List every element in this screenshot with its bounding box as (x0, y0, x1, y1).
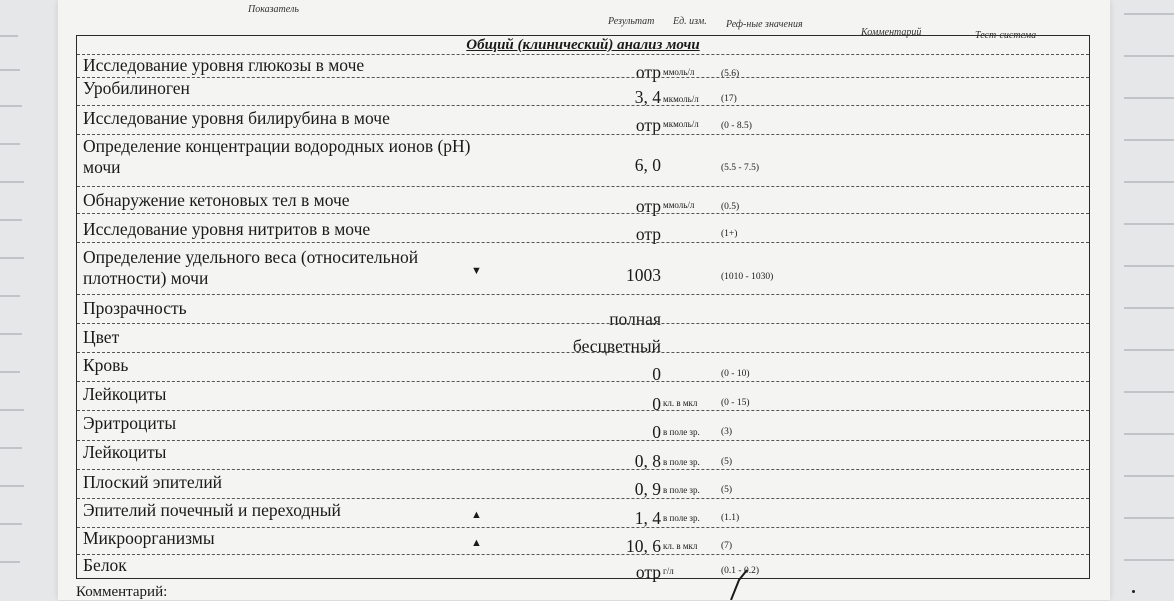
row-unit: в поле зр. (663, 427, 700, 437)
table-row (77, 554, 1089, 582)
row-value: отр (635, 62, 661, 82)
high-flag-icon: ▲ (471, 509, 482, 521)
row-unit: г/л (663, 566, 674, 576)
row-name: Лейкоциты (83, 384, 167, 404)
header-comment: Комментарий (861, 27, 922, 38)
table-row (77, 54, 1089, 82)
table-row (77, 527, 1089, 555)
header-result: Результат (608, 16, 655, 27)
row-name: Эпителий почечный и переходный (83, 500, 341, 520)
table-row (77, 498, 1089, 528)
row-value: отр (635, 562, 661, 582)
header-unit: Ед. изм. (673, 16, 707, 27)
table-row (77, 352, 1089, 382)
row-unit: кл. в мкл (663, 398, 698, 408)
row-name: Прозрачность (83, 298, 187, 318)
table-row (77, 134, 1089, 187)
row-reference: (0.1 - 0.2) (721, 566, 759, 576)
handwritten-pen-mark (725, 568, 755, 600)
row-unit: в поле зр. (663, 457, 700, 467)
row-reference: (5) (721, 485, 733, 495)
row-name: Эритроциты (83, 413, 177, 433)
row-value: 3, 4 (634, 87, 661, 107)
row-value: 1, 4 (634, 508, 661, 528)
row-value: отр (635, 224, 661, 244)
row-name: Белок (83, 555, 127, 575)
row-name: Определение концентрации водородных ионов (pH) мочи (83, 136, 471, 177)
row-unit: ммоль/л (663, 67, 695, 77)
row-name: Кровь (83, 355, 129, 375)
lab-report-sheet (58, 0, 1110, 600)
table-row (77, 186, 1089, 214)
row-name: Лейкоциты (83, 442, 167, 462)
row-unit: в поле зр. (663, 513, 700, 523)
row-unit: ммоль/л (663, 200, 695, 210)
table-header (58, 0, 1110, 41)
row-name: Определение удельного веса (относительной плотности) мочи (83, 247, 419, 288)
row-value: 0, 8 (634, 451, 661, 471)
row-reference: (5.5 - 7.5) (721, 163, 759, 173)
row-name: Исследование уровня глюкозы в моче (83, 55, 365, 75)
notebook-lines-left (0, 0, 40, 600)
row-unit: кл. в мкл (663, 541, 698, 551)
table-row (77, 213, 1089, 243)
row-reference: (1+) (721, 229, 738, 239)
row-reference: (17) (721, 94, 737, 104)
comment-label: Комментарий: (76, 584, 168, 600)
row-reference: (5) (721, 457, 733, 467)
row-reference: (1010 - 1030) (721, 272, 774, 282)
header-indicator: Показатель (248, 4, 299, 15)
row-unit: мкмоль/л (663, 119, 699, 129)
row-name: Обнаружение кетоновых тел в моче (83, 190, 350, 210)
results-table (76, 35, 1090, 582)
row-value: 0, 9 (634, 479, 661, 499)
table-row (77, 323, 1089, 356)
row-value: 6, 0 (634, 155, 661, 175)
row-reference: (5.6) (721, 69, 740, 79)
header-test-system: Тест-система (975, 30, 1037, 41)
row-reference: (0 - 15) (721, 398, 750, 408)
row-reference: (7) (721, 541, 733, 551)
row-name: Уробилиноген (83, 78, 190, 98)
high-flag-icon: ▲ (471, 537, 482, 549)
row-reference: (0 - 10) (721, 369, 750, 379)
row-value: 10, 6 (626, 536, 661, 556)
row-name: Цвет (83, 327, 120, 347)
header-reference: Реф-ные значения (726, 19, 803, 30)
table-row (77, 77, 1089, 106)
row-value: 0 (652, 394, 661, 414)
row-value: 0 (652, 364, 661, 384)
row-reference: (1.1) (721, 513, 740, 523)
row-name: Микроорганизмы (83, 528, 215, 548)
row-value: отр (635, 196, 661, 216)
row-reference: (3) (721, 427, 733, 437)
row-name: Исследование уровня нитритов в моче (83, 219, 371, 239)
table-row (77, 440, 1089, 470)
row-unit: мкмоль/л (663, 94, 699, 104)
table-row (77, 381, 1089, 414)
table-row (77, 242, 1089, 295)
low-flag-icon: ▼ (471, 265, 482, 277)
row-name: Плоский эпителий (83, 472, 223, 492)
row-value: 0 (652, 422, 661, 442)
row-reference: (0 - 8.5) (721, 121, 752, 131)
row-name: Исследование уровня билирубина в моче (83, 108, 390, 128)
row-value: полная (609, 309, 661, 329)
row-value: 1003 (626, 265, 661, 285)
table-row (77, 410, 1089, 441)
table-row (77, 105, 1089, 135)
row-unit: в поле зр. (663, 485, 700, 495)
row-value: бесцветный (572, 336, 661, 356)
stray-dot (1132, 590, 1135, 593)
section-title: Общий (клинический) анализ мочи (466, 37, 700, 53)
row-reference: (0.5) (721, 202, 740, 212)
row-value: отр (635, 115, 661, 135)
table-row (77, 294, 1089, 329)
table-row (77, 469, 1089, 499)
